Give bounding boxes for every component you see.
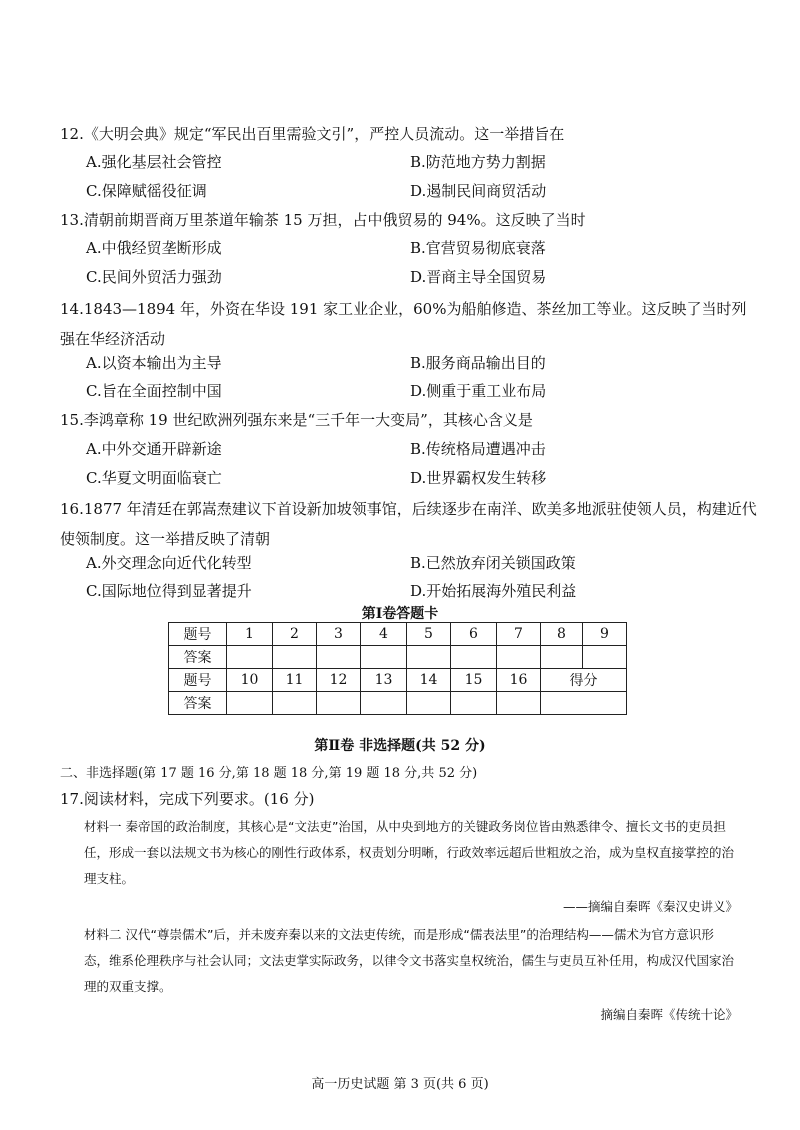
question-15-option-c: C.华夏文明面临衰亡 <box>86 469 222 487</box>
answer-cell[interactable] <box>361 646 407 669</box>
question-16-stem: 16.1877 年清廷在郭嵩焘建议下首设新加坡领事馆，后续逐步在南洋、欧美多地派驻使领人员，构建近代使领制度。这一举措反映了清朝 <box>60 500 757 548</box>
material-1: 材料一 秦帝国的政治制度，其核心是“文法吏”治国，从中央到地方的关键政务岗位皆由熟悉律令、擅长文书的吏员担任，形成一套以法规文书为核心的刚性行政体系，权责划分明晰，行政效率远超后世粗放之治，成为皇权直接掌控的治理支柱。 <box>84 819 735 886</box>
answer-cell[interactable] <box>407 646 451 669</box>
cell-number: 13 <box>361 669 407 692</box>
question-12-option-c: C.保障赋徭役征调 <box>86 182 207 200</box>
cell-number: 14 <box>407 669 451 692</box>
page-footer: 高一历史试题 第 3 页(共 6 页) <box>311 1077 489 1092</box>
answer-cell[interactable] <box>497 692 541 715</box>
question-13-option-d: D.晋商主导全国贸易 <box>410 268 547 286</box>
material-2-source: 摘编自秦晖《传统十论》 <box>600 1007 738 1022</box>
cell-number: 5 <box>407 623 451 646</box>
question-14-stem: 14.1843—1894 年，外资在华设 191 家工业企业，60%为船舶修造、茶丝加工等业。这反映了当时列强在华经济活动 <box>60 300 747 348</box>
cell-label: 答案 <box>169 692 227 715</box>
cell-number: 12 <box>317 669 361 692</box>
section-2-title: 第Ⅱ卷 非选择题(共 52 分) <box>314 738 486 754</box>
cell-number: 10 <box>227 669 273 692</box>
question-16-option-a: A.外交理念向近代化转型 <box>86 554 252 572</box>
question-14-option-a: A.以资本输出为主导 <box>86 354 222 372</box>
cell-number: 7 <box>497 623 541 646</box>
answer-card-table <box>168 622 627 715</box>
cell-number: 9 <box>583 623 627 646</box>
question-16-option-d: D.开始拓展海外殖民利益 <box>410 582 577 600</box>
question-13-option-c: C.民间外贸活力强劲 <box>86 268 222 286</box>
section-2-note: 二、非选择题(第 17 题 16 分,第 18 题 18 分,第 19 题 18 分,共 52 分) <box>60 766 478 781</box>
answer-cell[interactable] <box>497 646 541 669</box>
cell-number: 16 <box>497 669 541 692</box>
answer-cell[interactable] <box>273 692 317 715</box>
cell-number: 8 <box>541 623 583 646</box>
question-12-option-a: A.强化基层社会管控 <box>86 153 222 171</box>
answer-cell[interactable] <box>583 646 627 669</box>
answer-cell[interactable] <box>317 692 361 715</box>
material-1-source: ——摘编自秦晖《秦汉史讲义》 <box>562 899 738 914</box>
question-15-stem: 15.李鸿章称 19 世纪欧洲列强东来是“三千年一大变局”，其核心含义是 <box>60 411 533 429</box>
cell-number: 6 <box>451 623 497 646</box>
cell-number: 3 <box>317 623 361 646</box>
answer-cell[interactable] <box>227 692 273 715</box>
answer-card-row-answers-2 <box>169 692 627 715</box>
question-13-option-a: A.中俄经贸垄断形成 <box>86 239 222 257</box>
question-14-option-c: C.旨在全面控制中国 <box>86 382 222 400</box>
cell-number: 2 <box>273 623 317 646</box>
cell-label: 题号 <box>169 623 227 646</box>
answer-cell[interactable] <box>541 646 583 669</box>
question-12-option-d: D.遏制民间商贸活动 <box>410 182 547 200</box>
cell-number: 4 <box>361 623 407 646</box>
answer-cell[interactable] <box>361 692 407 715</box>
answer-card-row-numbers-1 <box>169 623 627 646</box>
question-15-option-b: B.传统格局遭遇冲击 <box>410 440 546 458</box>
question-16-option-c: C.国际地位得到显著提升 <box>86 582 252 600</box>
answer-cell[interactable] <box>227 646 273 669</box>
answer-card-row-numbers-2 <box>169 669 627 692</box>
question-13-stem: 13.清朝前期晋商万里茶道年输茶 15 万担，占中俄贸易的 94%。这反映了当时 <box>60 211 586 229</box>
question-15-option-d: D.世界霸权发生转移 <box>410 469 547 487</box>
question-15-option-a: A.中外交通开辟新途 <box>86 440 222 458</box>
answer-card-title: 第Ⅰ卷答题卡 <box>361 606 439 622</box>
answer-cell[interactable] <box>407 692 451 715</box>
material-2: 材料二 汉代“尊崇儒术”后，并未废弃秦以来的文法吏传统，而是形成“儒表法里”的治理结构——儒术为官方意识形态，维系伦理秩序与社会认同；文法吏掌实际政务，以律令文书落实皇权统治，儒生与吏员互补任用，构成汉代国家治理的双重支撑。 <box>84 927 735 994</box>
question-16-option-b: B.已然放弃闭关锁国政策 <box>410 554 576 572</box>
answer-cell[interactable] <box>451 692 497 715</box>
cell-label: 题号 <box>169 669 227 692</box>
question-12-stem: 12.《大明会典》规定“军民出百里需验文引”，严控人员流动。这一举措旨在 <box>60 125 565 143</box>
answer-cell[interactable] <box>273 646 317 669</box>
question-17-stem: 17.阅读材料，完成下列要求。(16 分) <box>60 790 315 808</box>
score-label: 得分 <box>541 669 627 692</box>
answer-cell[interactable] <box>451 646 497 669</box>
cell-label: 答案 <box>169 646 227 669</box>
cell-number: 15 <box>451 669 497 692</box>
answer-card-row-answers-1 <box>169 646 627 669</box>
answer-cell[interactable] <box>317 646 361 669</box>
question-14-option-b: B.服务商品输出目的 <box>410 354 546 372</box>
cell-number: 11 <box>273 669 317 692</box>
question-12-option-b: B.防范地方势力割据 <box>410 153 546 171</box>
question-14-option-d: D.侧重于重工业布局 <box>410 382 547 400</box>
cell-number: 1 <box>227 623 273 646</box>
score-cell[interactable] <box>541 692 627 715</box>
question-13-option-b: B.官营贸易彻底衰落 <box>410 239 546 257</box>
